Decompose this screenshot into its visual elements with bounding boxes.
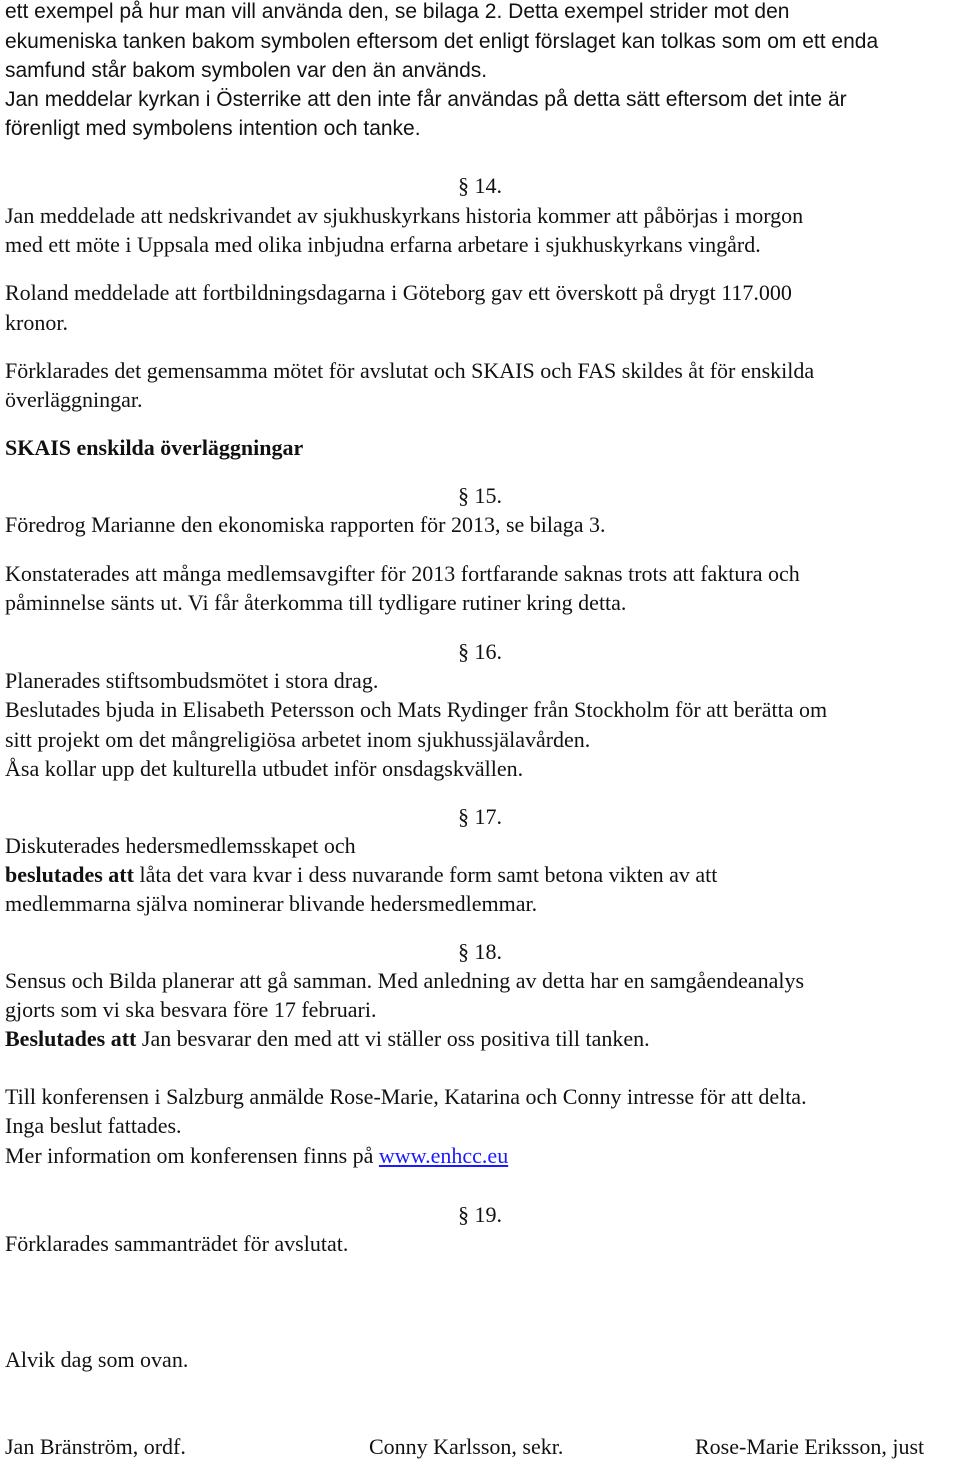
section-18-heading: § 18. [458, 939, 502, 964]
intro-line-5: förenligt med symbolens intention och tanke. [5, 117, 421, 140]
s16-paragraph-3: Åsa kollar upp det kulturella utbudet inför onsdagskvällen. [5, 756, 524, 781]
closing-line: Alvik dag som ovan. [5, 1347, 189, 1372]
section-16-heading: § 16. [458, 639, 502, 664]
intro-line-3: samfund står bakom symbolen var den än används. [5, 59, 488, 82]
s14-paragraph-3b: överläggningar. [5, 387, 143, 412]
s16-paragraph-2b: sitt projekt om det mångreligiösa arbetet inom sjukhussjälavården. [5, 727, 591, 752]
s19-paragraph-1: Förklarades sammanträdet för avslutat. [5, 1231, 349, 1256]
s15-paragraph-1: Föredrog Marianne den ekonomiska rapporten för 2013, se bilaga 3. [5, 512, 606, 537]
section-17-heading: § 17. [458, 804, 502, 829]
intro-line-1: ett exempel på hur man vill använda den, se bilaga 2. Detta exempel strider mot den [5, 0, 790, 23]
section-15-heading: § 15. [458, 483, 502, 508]
s14-paragraph-2a: Roland meddelade att fortbildningsdagarna i Göteborg gav ett överskott på drygt 117.000 [5, 280, 792, 305]
s18-paragraph-5 [5, 1145, 508, 1167]
s14-paragraph-1b: med ett möte i Uppsala med olika inbjudna erfarna arbetare i sjukhuskyrkans vingård. [5, 232, 761, 257]
s18-paragraph-1a: Sensus och Bilda planerar att gå samman. Med anledning av detta har en samgåendeanalys [5, 968, 805, 993]
intro-line-2: ekumeniska tanken bakom symbolen eftersom det enligt förslaget kan tolkas som om ett enda [5, 30, 879, 53]
s15-paragraph-2a: Konstaterades att många medlemsavgifter för 2013 fortfarande saknas trots att faktura och [5, 561, 800, 586]
s18-paragraph-3: Till konferensen i Salzburg anmälde Rose-Marie, Katarina och Conny intresse för att delta. [5, 1084, 807, 1109]
s18-decision-label: Beslutades att [5, 1026, 137, 1051]
section-19-heading: § 19. [458, 1202, 502, 1227]
s14-paragraph-3a: Förklarades det gemensamma mötet för avslutat och SKAIS och FAS skildes åt för enskilda [5, 358, 815, 383]
enhcc-link[interactable]: www.enhcc.eu [378, 1143, 509, 1168]
s18-decision-text: Jan besvarar den med att vi ställer oss positiva till tanken. [136, 1026, 650, 1051]
s17-decision-text: låta det vara kvar i dess nuvarande form samt betona vikten av att [133, 862, 718, 887]
section-14-heading: § 14. [458, 173, 502, 198]
signature-secretary: Conny Karlsson, sekr. [369, 1434, 564, 1459]
s17-decision-label: beslutades att [5, 862, 134, 887]
signature-adjuster: Rose-Marie Eriksson, just [695, 1434, 925, 1459]
intro-line-4: Jan meddelar kyrkan i Österrike att den inte får användas på detta sätt eftersom det inte är [5, 88, 847, 111]
s17-paragraph-2 [5, 864, 717, 886]
s18-paragraph-2 [5, 1028, 650, 1050]
subheading: SKAIS enskilda överläggningar [5, 435, 304, 460]
s16-paragraph-1: Planerades stiftsombudsmötet i stora drag. [5, 668, 379, 693]
s18-paragraph-1b: gjorts som vi ska besvara före 17 februari. [5, 997, 377, 1022]
s16-paragraph-2a: Beslutades bjuda in Elisabeth Petersson och Mats Rydinger från Stockholm för att berätta om [5, 697, 828, 722]
s18-paragraph-4: Inga beslut fattades. [5, 1113, 182, 1138]
signature-chair: Jan Bränström, ordf. [5, 1434, 186, 1459]
s15-paragraph-2b: påminnelse sänts ut. Vi får återkomma till tydligare rutiner kring detta. [5, 590, 627, 615]
s17-paragraph-1: Diskuterades hedersmedlemsskapet och [5, 833, 356, 858]
s18-info-text: Mer information om konferensen finns på [5, 1143, 379, 1168]
s17-paragraph-3: medlemmarna själva nominerar blivande hedersmedlemmar. [5, 891, 538, 916]
s14-paragraph-1a: Jan meddelade att nedskrivandet av sjukhuskyrkans historia kommer att påbörjas i morgon [5, 203, 804, 228]
s14-paragraph-2b: kronor. [5, 310, 68, 335]
